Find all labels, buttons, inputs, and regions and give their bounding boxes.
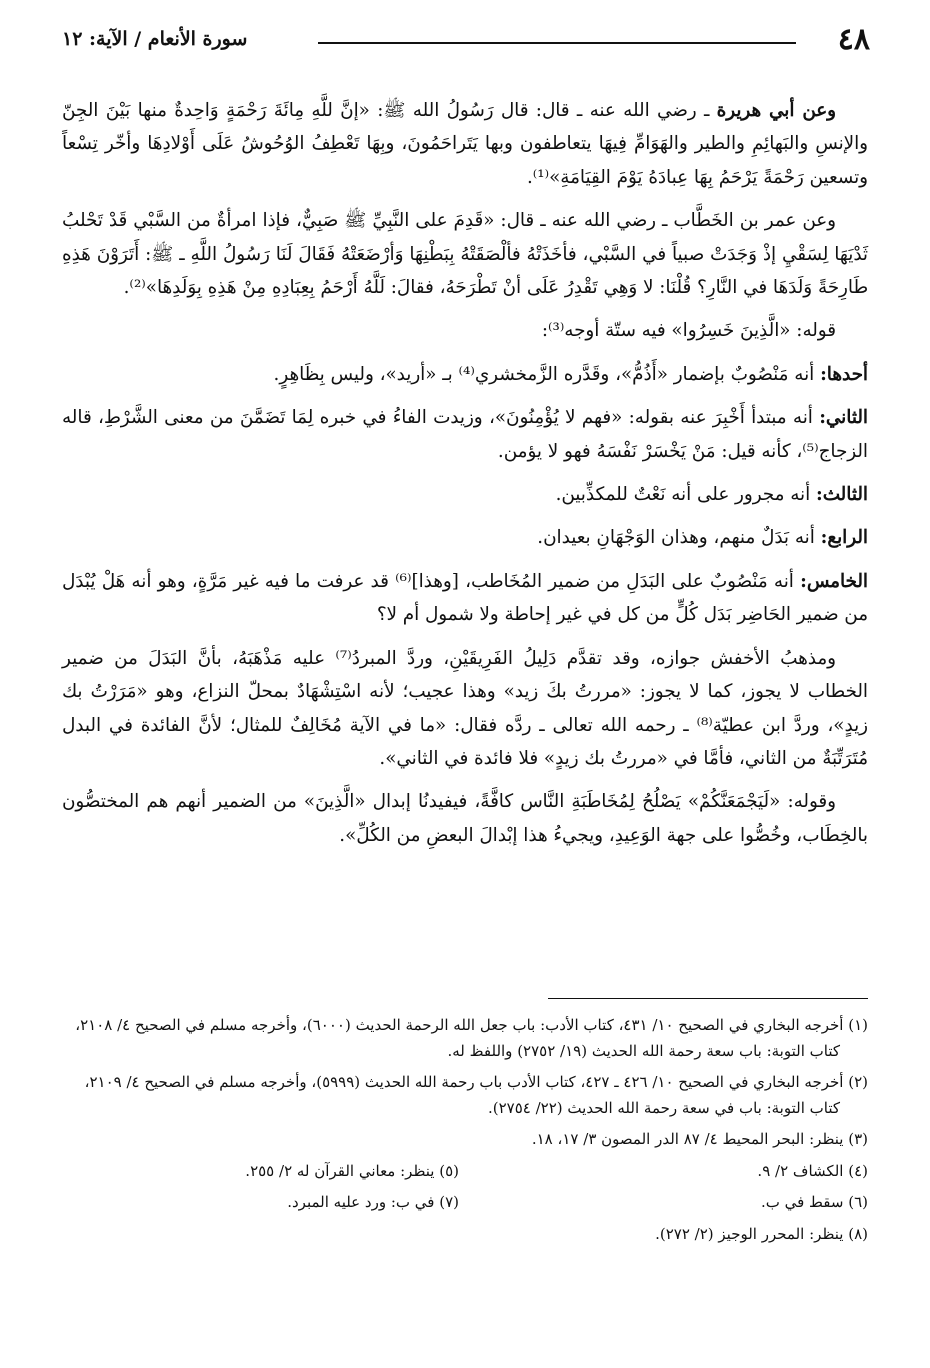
paragraph-hadith-umar <box>62 204 868 304</box>
paragraph-text: أنه مبتدأ أَخْبِرَ عنه بقوله: «فهم لا يُؤْمِنُونَ»، وزيدت الفاءُ في خبره لِمَا تَضَمَّنَ من معنى الشَّرْطِ، قاله الزجاج⁽⁵⁾، كأنه قيل: مَنْ يَخْسَرْ نَفْسَهُ فهو لا يؤمن. <box>62 407 868 462</box>
paragraph-lead: وعن أبي هريرة <box>716 100 836 121</box>
header-rule <box>318 42 796 44</box>
footnote-1: (١) أخرجه البخاري في الصحيح ١٠/ ٤٣١، كتاب الأدب: باب جعل الله الرحمة الحديث (٦٠٠٠)، وأخرجه مسلم في الصحيح ٤/ ٢١٠٨، كتاب التوبة: باب سعة رحمة الله الحديث (١٩/ ٢٧٥٢) واللفظ له. <box>75 1016 868 1060</box>
footnote-separator <box>548 998 868 999</box>
paragraph-text: أنه بَدَلٌ منهم، وهذان الوَجْهَانِ بعيدان. <box>537 527 821 549</box>
footnote-row <box>62 1190 868 1216</box>
page-number: ٤٨ <box>837 22 870 57</box>
paragraph-aspect-fourth <box>62 521 868 554</box>
paragraph-text: ومذهبُ الأخفش جوازه، وقد تقدَّم دَلِيلُ الفَرِيقَيْنِ، وردَّ المبردُ⁽⁷⁾ عليه مَذْهَبَهُ، بأنَّ البَدَلَ من ضمير الخطاب لا يجوز، كما لا يجوز: «مررتُ بكَ زيد» وهذا عجيب؛ لأنه اسْتِشْهَادٌ بمحلّ النزاع، وهو «مَرَرْتُ بك زيدٍ»، وردَّ ابن عطيّة⁽⁸⁾ ـ رحمه الله تعالى ـ ردَّه فقال: «ما في الآية مُخَالِفٌ للمثال؛ لأنَّ الفائدة في البدل مُتَرَتِّبَةٌ من الثاني، فأمَّا في «مررتُ بك زيدٍ» فلا فائدة في الثاني». <box>62 647 868 769</box>
footnote-7: (٧) في ب: ورد عليه المبرد. <box>287 1193 459 1211</box>
paragraph-akhfash <box>62 642 868 776</box>
paragraph-aspect-second <box>62 401 868 468</box>
paragraph-text: أنه مَنْصُوبٌ بإضمار «أَذُمُّ»، وقَدَّره الزَّمخشري⁽⁴⁾ بـ «أريد»، وليس بِظَاهِرٍ. <box>273 363 821 385</box>
footnotes <box>62 1013 868 1253</box>
paragraph-text: أنه مَنْصُوبٌ على البَدَلِ من ضمير المُخَاطب، [وهذا]⁽⁶⁾ قد عرفت ما فيه غير مَرَّةٍ، وهو أنه هَلْ يُبْدَل من ضمير الحَاضِر بَدَل كُلٍّ من كل في غير إحاطة ولا شمول أم لا؟ <box>62 570 868 626</box>
paragraph-lead: الثالث: <box>815 484 868 506</box>
paragraph-lead: الرابع: <box>820 527 868 549</box>
main-text <box>62 94 868 862</box>
footnote-row <box>62 1159 868 1185</box>
paragraph-text: ـ رضي الله عنه ـ قال: قال رَسُولُ الله ﷺ: «إنَّ للَّهِ مِائَةَ رَحْمَةٍ وَاحِدةٌ منها بَيْنَ الجِنّ والإنسِ والبَهائِمِ والطير والهَوَامِّ فِيهَا يتعاطفون وبها يَتَراحَمُونَ، وبِهَا تَعْطِفُ الوُحُوشُ عَلَى أَوْلادِهَا وأخّر تِسْعاً وتسعين رَحْمَةً يَرْحَمُ بِهَا عِبادَهُ يَوْمَ القِيَامَةِ»⁽¹⁾. <box>62 100 868 188</box>
paragraph-lead: أحدها: <box>820 363 868 385</box>
footnote-5: (٥) ينظر: معاني القرآن له ٢/ ٢٥٥. <box>245 1161 459 1180</box>
footnote-8: (٨) ينظر: المحرر الوجيز (٢/ ٢٧٢). <box>655 1224 868 1243</box>
paragraph-lead: الخامس: <box>800 570 868 592</box>
paragraph-text: قوله: «الَّذِينَ خَسِرُوا» فيه ستّة أوجه⁽³⁾: <box>541 320 836 342</box>
footnote-2: (٢) أخرجه البخاري في الصحيح ١٠/ ٤٢٦ ـ ٤٢٧، كتاب الأدب باب رحمة الله الحديث (٥٩٩٩)، وأخرجه مسلم في الصحيح ٤/ ٢١٠٩، كتاب التوبة: باب في سعة رحمة الله الحديث (٢٢/ ٢٧٥٤). <box>84 1073 868 1117</box>
running-title: سورة الأنعام / الآية: ١٢ <box>62 28 248 50</box>
paragraph-text: وقوله: «لَيَجْمَعَنَّكُمْ» يَصْلُحُ لِمُخَاطَبَةِ النَّاس كافَّةً، فيفيدنُا إبدال «الَّذِينَ» من الضمير أنهم هم المختصُّون بالخِطَاب، وخُصُّوا على جهة الوَعِيدِ، ويجيءُ هذا إبْدالَ البعضِ من الكُلِّ». <box>62 791 868 846</box>
paragraph-text: وعن عمر بن الخَطَّاب ـ رضي الله عنه ـ قال: «قَدِمَ على النَّبِيِّ ﷺ صَبِيٌّ، فإذا امرأةٌ من السَّبْي قَدْ تَحْلبُ ثَدْيَهَا لِسَقْيِ إذْ وَجَدَتْ صبياً في السَّبْي، فأخَذَتْهُ فألْصَقَتْهُ بِبَطْنِهَا وَأرْضَعَتْهُ فَقَالَ لَنَا رَسُولُ اللَّهِ ـ ﷺ: أَتَرَوْنَ هَذِهِ طَارِحَةً وَلَدَهَا في النَّارِ؟ قُلْنَا: لا وَهِي تَقْدِرُ عَلَى أنْ تَطْرَحَهُ، فقالَ: لَلَّهُ أَرْحَمُ بِعِبَادِهِ مِنْ هَذِهِ بِوَلَدِهَا»⁽²⁾. <box>62 210 868 299</box>
footnote-3: (٣) ينظر: البحر المحيط ٤/ ٨٧ الدر المصون ٣/ ١٧، ١٨. <box>531 1130 868 1148</box>
running-header <box>62 22 870 60</box>
paragraph-layajmaannakum <box>62 785 868 852</box>
footnote-6: (٦) سقط في ب. <box>760 1193 868 1211</box>
paragraph-lead: الثاني: <box>819 407 868 429</box>
paragraph-text: أنه مجرور على أنه نَعْتٌ للمكذِّبين. <box>555 484 816 506</box>
paragraph-six-aspects <box>62 314 868 347</box>
paragraph-aspect-fifth <box>62 565 868 632</box>
footnote-4: (٤) الكشاف ٢/ ٩. <box>757 1161 868 1180</box>
paragraph-aspect-first <box>62 358 868 391</box>
paragraph-aspect-third <box>62 478 868 511</box>
paragraph-hadith-abu-hurayra <box>62 94 868 194</box>
